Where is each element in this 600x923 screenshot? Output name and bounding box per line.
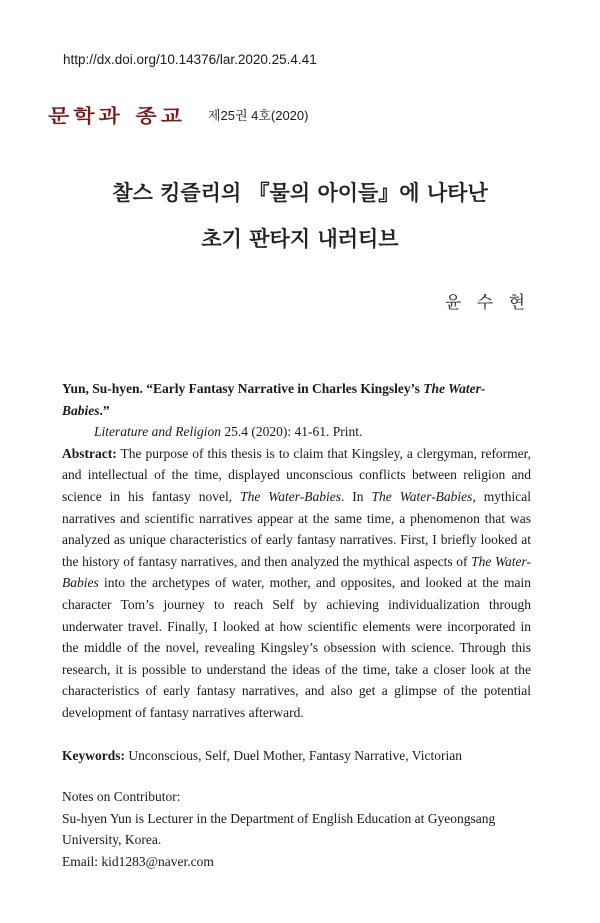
citation — [62, 378, 531, 443]
abstract-section — [62, 378, 531, 872]
abstract-text: Abstract: The purpose of this thesis is to claim that Kingsley, a clergyman, reformer, and intellectual of the time, displayed unconscious conflicts between religion and science in his fantasy novel, The Water-Babies. In The Water-Babies, mythical narratives and scientific narratives appear at the same time, a phenomenon that was analyzed as unique characteristics of early fantasy narratives. First, I briefly looked at the history of fantasy narratives, and then analyzed the mythical aspects of The Water-Babies into the archetypes of water, mother, and opposites, and looked at the main character Tom’s journey to reach Self by achieving individualization through underwater travel. Finally, I looked at how scientific elements were incorporated in the middle of the novel, revealing Kingsley’s obsession with science. Through this research, it is possible to understand the ideas of the time, take a closer look at the characteristics of early fantasy narratives, and also get a glimpse of the potential development of fantasy narratives afterward. — [62, 445, 532, 720]
article-title — [0, 170, 600, 262]
abstract-label: Abstract: — [62, 445, 117, 461]
keywords — [62, 745, 531, 767]
keywords-text: Unconscious, Self, Duel Mother, Fantasy Narrative, Victorian — [128, 747, 462, 763]
citation-authors: Yun, Su-hyen. — [62, 381, 143, 396]
contributor-email[interactable]: Email: kid1283@naver.com — [62, 853, 214, 869]
contributor-bio: Su-hyen Yun is Lecturer in the Department of English Education at Gyeongsang University, Korea. — [62, 810, 496, 848]
citation-details: 25.4 (2020): 41-61. Print. — [224, 424, 363, 440]
citation-title: “Early Fantasy Narrative in Charles Kingsley’s The Water-Babies.” — [62, 381, 486, 418]
contributor-notes — [62, 786, 531, 872]
citation-journal-line — [62, 424, 362, 439]
title-line-2: 초기 판타지 내러티브 — [201, 227, 399, 251]
notes-heading: Notes on Contributor: — [62, 789, 181, 805]
journal-header — [48, 100, 308, 131]
volume-issue: 제25권 4호(2020) — [207, 108, 309, 123]
journal-logo: 문학과 종교 — [48, 106, 186, 128]
title-line-1: 찰스 킹즐리의 『물의 아이들』에 나타난 — [112, 181, 488, 205]
citation-journal: Literature and Religion — [94, 424, 221, 440]
keywords-label: Keywords: — [62, 747, 125, 763]
author-name: 윤 수 현 — [444, 293, 530, 313]
doi-link[interactable]: http://dx.doi.org/10.14376/lar.2020.25.4.41 — [63, 52, 317, 67]
